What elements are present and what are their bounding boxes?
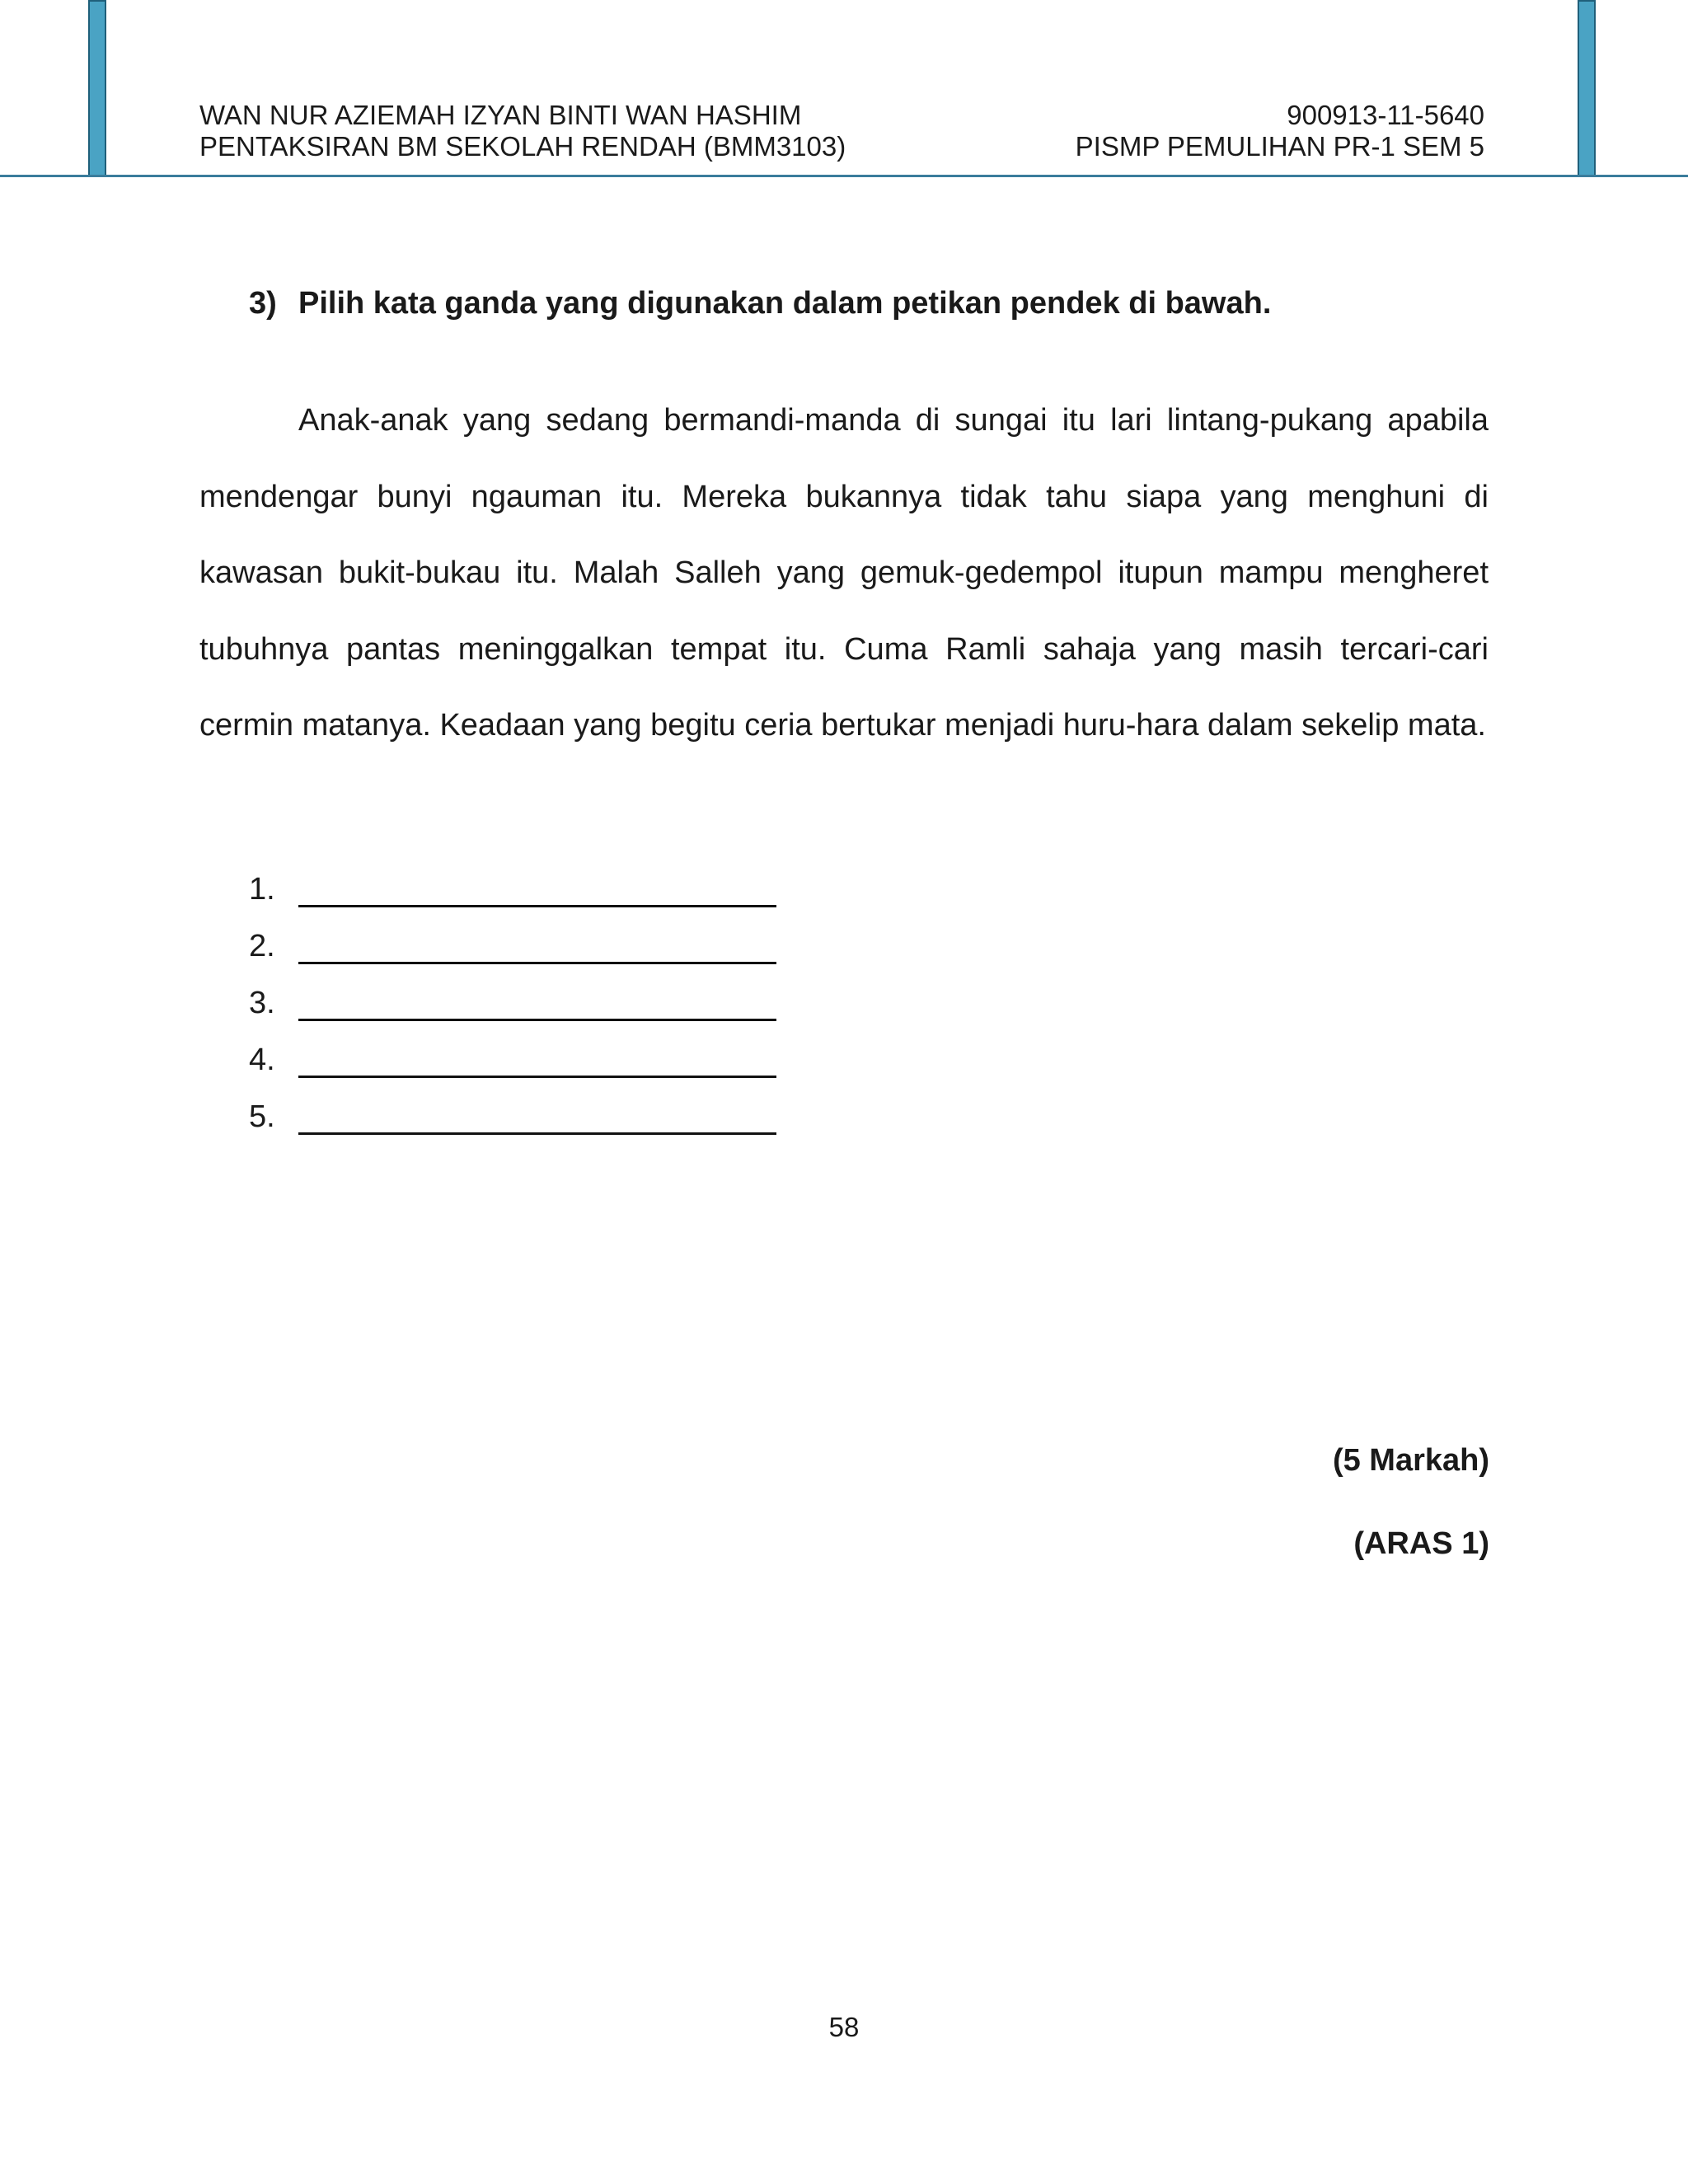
answer-blank[interactable] bbox=[298, 1132, 776, 1135]
answer-blank[interactable] bbox=[298, 1019, 776, 1021]
header-course: PENTAKSIRAN BM SEKOLAH RENDAH (BMM3103) bbox=[199, 131, 846, 162]
page-number: 58 bbox=[828, 2012, 860, 2042]
header-student-name: WAN NUR AZIEMAH IZYAN BINTI WAN HASHIM bbox=[199, 100, 802, 130]
answer-row bbox=[249, 984, 826, 1041]
passage-text: Anak-anak yang sedang bermandi-manda di sungai itu lari lintang-pukang apabila mendengar bunyi ngauman itu. Mereka bukannya tidak tahu siapa yang menghuni di kawasan bukit-bukau itu. Malah Salleh yang gemuk-gedempol itupun mampu mengheret tubuhnya pantas meninggalkan tempat itu. Cuma Ramli sahaja yang masih tercari-cari cermin matanya. Keadaan yang begitu ceria bertukar menjadi huru-hara dalam sekelip mata. bbox=[199, 403, 1489, 743]
answer-row bbox=[249, 1098, 826, 1155]
marks-label: (5 Markah) bbox=[1332, 1443, 1489, 1478]
answer-blank[interactable] bbox=[298, 1076, 776, 1078]
level-label: (ARAS 1) bbox=[1353, 1526, 1489, 1561]
answer-blank[interactable] bbox=[298, 905, 776, 907]
header-program: PISMP PEMULIHAN PR-1 SEM 5 bbox=[1075, 131, 1484, 162]
answer-number: 1. bbox=[249, 872, 275, 907]
right-header-bar bbox=[1578, 0, 1596, 177]
answer-blank[interactable] bbox=[298, 962, 776, 964]
answer-row bbox=[249, 927, 826, 984]
answer-number: 5. bbox=[249, 1099, 275, 1134]
answer-list bbox=[249, 870, 826, 1155]
left-header-bar bbox=[88, 0, 106, 177]
answer-row bbox=[249, 870, 826, 927]
answer-number: 4. bbox=[249, 1043, 275, 1077]
answer-number: 3. bbox=[249, 986, 275, 1020]
answer-number: 2. bbox=[249, 929, 275, 963]
header-rule bbox=[0, 175, 1688, 177]
header-id-number: 900913-11-5640 bbox=[1287, 100, 1484, 130]
question-text: Pilih kata ganda yang digunakan dalam petikan pendek di bawah. bbox=[298, 286, 1272, 321]
question-number: 3) bbox=[249, 286, 277, 321]
question-heading bbox=[249, 284, 1271, 322]
answer-row bbox=[249, 1041, 826, 1098]
